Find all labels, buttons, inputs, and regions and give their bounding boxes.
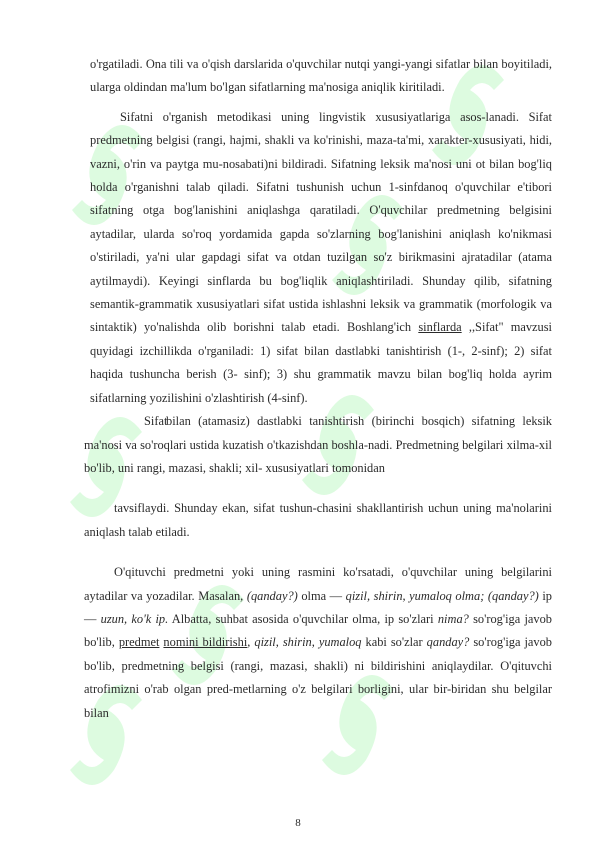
italic-phrase-6: qanday? [426,635,470,650]
paragraph-5-text-2: olma — [301,588,343,603]
paragraph-2-text-b: ,,Sifat" mavzusi quyidagi izchillikda o'rganiladi: 1) sifat bilan dastlabki tanishtirish (1-, 2-sinf); 2) sifat haqida tushuncha berish (3- sinf); 3) shu grammatik mavzu bilan bog'liq holda ayrim sifatlarning yozilishini o'zlashtirish (4-sinf). [90,320,552,405]
paragraph-2-text-a: Sifatni o'rganish metodikasi uning lingvistik xususiyatlariga asos-lanadi. Sifat predmetning belgisi (rangi, hajmi, shakli va ko'rinishi, maza-ta'mi, xarakter-xususiyati, hidi, vazni, o'rin va paytga mu-nosabati)ni bildiradi. Sifatning leksik ma'nosi uni ot bilan bog'liq holda o'rganishni talab qiladi. Sifatni tushunish uchun 1-sinfdanoq o'quvchilar e'tibori sifatning otga bog'lanishini aniqlashga qaratiladi. O'quvchilar predmetning belgisini aytadilar, ularda so'roq yordamida gapda so'zlarning bog'lanishini aniqlash ko'nikmasi o'stiriladi, ya'ni ular gapdagi sifat va otdan tuzilgan so'z birikmasini ajratadilar (atama aytilmaydi). Keyingi sinflarda bu bog'liqlik aniqlashtiriladi. Shunday qilib, sifatning semantik-grammatik xususiyatlari sifat ustida ishlashni leksik va grammatik (morfologik va sintaktik) yo'nalishda olib borishni talab etadi. Boshlang'ich [90,109,552,335]
page-body [84,53,553,725]
underlined-phrase-nomini-bildirishi: nomini bildirishi [163,635,248,650]
paragraph-5-text-7: kabi so'zlar [365,635,423,650]
paragraph-4 [84,497,552,544]
underlined-word-sinflarda: sinflarda [418,320,462,335]
paragraph-5-text-5: so'rog'iga javob bo'lib, [84,611,552,650]
underlined-word-predmet: predmet [118,635,160,650]
paragraph-1-text: o'rgatiladi. Ona tili va o'qish darslarida o'quvchilar nutqi yangi-yangi sifatlar bilan boyitiladi, ularga oldindan ma'lum bo'lgan sifatlarning ma'nosiga aniqlik kiritiladi. [90,57,552,95]
paragraph-1 [90,53,552,100]
paragraph-5-text-4: Albatta, suhbat asosida o'quvchilar olma, ip so'zlari [171,611,434,626]
paragraph-5 [84,561,552,725]
paragraph-5-text-1: O'qituvchi predmetni yoki uning rasmini ko'rsatadi, o'quvchilar uning belgilarini aytadilar va yozadilar. Masalan, [84,565,552,603]
paragraph-5-text-3: ip — [84,588,552,626]
paragraph-3-text: bilan (atamasiz) dastlabki tanishtirish (birinchi bosqich) sifatning leksik ma'nosi va so'roqlari ustida kuzatish o'tkazishdan boshla-nadi. Predmetning belgilari xilma-xil bo'lib, uni rangi, mazasi, shakli; xil- xususiyatlari tomonidan [84,414,552,475]
paragraph-3-first-word: Sifat [144,414,168,429]
paragraph-5-text-8: so'rog'iga javob bo'lib, predmetning belgisi (rangi, mazasi, shakli) ni bildirishini aniqlaydilar. O'qituvchi atrofimizni o'rab olgan pred-metlarning o'z belgilari borligini, ular bir-biridan shu belgilar bilan [84,635,553,720]
italic-phrase-4: nima? [437,611,469,626]
paragraph-5-comma: , [247,635,251,650]
paragraph-2 [90,106,552,410]
paragraph-3 [84,410,552,480]
page-number: 8 [295,817,301,829]
italic-phrase-1: (qanday?) [246,588,298,603]
italic-phrase-5: qizil, shirin, yumaloq [254,635,362,650]
italic-phrase-2: qizil, shirin, yumaloq olma; (qanday?) [345,588,539,603]
italic-phrase-3: uzun, ko'k ip. [100,611,169,626]
paragraph-4-text: tavsiflaydi. Shunday ekan, sifat tushun-chasini shakllantirish uchun uning ma'nolarini aniqlash talab etiladi. [84,501,552,539]
